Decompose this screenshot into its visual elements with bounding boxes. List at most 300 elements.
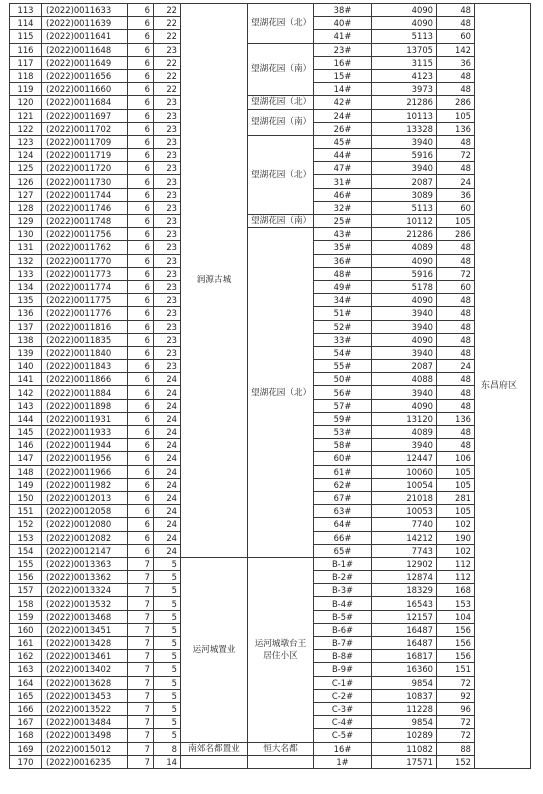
area-cell: 9854 [372, 676, 437, 689]
row-number-cell: 135 [10, 294, 42, 307]
area-cell: 3115 [372, 56, 437, 69]
units-cell: 102 [437, 544, 475, 557]
area-cell: 4088 [372, 373, 437, 386]
units-cell: 48 [437, 254, 475, 267]
area-cell: 21286 [372, 228, 437, 241]
row-number-cell: 156 [10, 571, 42, 584]
units-cell: 136 [437, 412, 475, 425]
batch-cell: 6 [128, 478, 154, 491]
sequence-cell: 5 [154, 571, 181, 584]
row-number-cell: 125 [10, 162, 42, 175]
row-number-cell: 147 [10, 452, 42, 465]
units-cell: 88 [437, 742, 475, 755]
developer-cell: 南郊名都置业 [181, 742, 248, 755]
building-cell: 56# [314, 386, 372, 399]
row-number-cell: 134 [10, 280, 42, 293]
certificate-cell: (2022)0011933 [42, 426, 128, 439]
units-cell: 48 [437, 386, 475, 399]
batch-cell: 6 [128, 254, 154, 267]
batch-cell: 6 [128, 69, 154, 82]
area-cell: 10289 [372, 729, 437, 742]
certificate-cell: (2022)0011684 [42, 96, 128, 109]
area-cell: 4090 [372, 254, 437, 267]
building-cell: 52# [314, 320, 372, 333]
sequence-cell: 5 [154, 584, 181, 597]
row-number-cell: 113 [10, 4, 42, 17]
certificate-cell: (2022)0013628 [42, 676, 128, 689]
sequence-cell: 8 [154, 742, 181, 755]
building-cell: 57# [314, 399, 372, 412]
batch-cell: 7 [128, 597, 154, 610]
row-number-cell: 159 [10, 610, 42, 623]
table-row [10, 96, 531, 109]
certificate-cell: (2022)0011775 [42, 294, 128, 307]
units-cell: 156 [437, 623, 475, 636]
area-cell: 4090 [372, 4, 437, 17]
units-cell: 48 [437, 307, 475, 320]
batch-cell: 6 [128, 333, 154, 346]
table-row [10, 228, 531, 241]
sequence-cell: 23 [154, 109, 181, 122]
row-number-cell: 151 [10, 505, 42, 518]
units-cell: 136 [437, 122, 475, 135]
certificate-cell: (2022)0011762 [42, 241, 128, 254]
row-number-cell: 158 [10, 597, 42, 610]
area-cell: 2087 [372, 175, 437, 188]
row-number-cell: 150 [10, 491, 42, 504]
row-number-cell: 129 [10, 215, 42, 228]
certificate-cell: (2022)0013451 [42, 623, 128, 636]
area-cell: 12447 [372, 452, 437, 465]
area-cell: 16487 [372, 637, 437, 650]
sequence-cell: 23 [154, 135, 181, 148]
area-cell: 4090 [372, 294, 437, 307]
certificate-cell: (2022)0013522 [42, 702, 128, 715]
row-number-cell: 170 [10, 755, 42, 768]
units-cell: 48 [437, 373, 475, 386]
building-cell: C-1# [314, 676, 372, 689]
units-cell: 142 [437, 43, 475, 56]
units-cell: 48 [437, 162, 475, 175]
certificate-cell: (2022)0011660 [42, 83, 128, 96]
area-cell: 11228 [372, 702, 437, 715]
row-number-cell: 130 [10, 228, 42, 241]
row-number-cell: 121 [10, 109, 42, 122]
building-cell: 32# [314, 201, 372, 214]
certificate-cell: (2022)0011843 [42, 360, 128, 373]
batch-cell: 7 [128, 610, 154, 623]
row-number-cell: 132 [10, 254, 42, 267]
batch-cell: 6 [128, 109, 154, 122]
certificate-cell: (2022)0011816 [42, 320, 128, 333]
units-cell: 152 [437, 755, 475, 768]
table-row [10, 755, 531, 768]
table-row [10, 557, 531, 570]
area-cell: 21286 [372, 96, 437, 109]
building-cell: B-8# [314, 650, 372, 663]
units-cell: 60 [437, 280, 475, 293]
sequence-cell: 5 [154, 729, 181, 742]
sequence-cell: 23 [154, 294, 181, 307]
area-cell: 9854 [372, 716, 437, 729]
certificate-cell: (2022)0016235 [42, 755, 128, 768]
row-number-cell: 119 [10, 83, 42, 96]
certificate-cell: (2022)0013363 [42, 557, 128, 570]
row-number-cell: 124 [10, 149, 42, 162]
units-cell: 112 [437, 571, 475, 584]
building-cell: 49# [314, 280, 372, 293]
units-cell: 92 [437, 689, 475, 702]
units-cell: 105 [437, 478, 475, 491]
certificate-cell: (2022)0011884 [42, 386, 128, 399]
table-row [10, 43, 531, 56]
batch-cell: 6 [128, 175, 154, 188]
area-cell: 16360 [372, 663, 437, 676]
certificate-cell: (2022)0011840 [42, 346, 128, 359]
project-cell: 望湖花园（南） [248, 109, 314, 135]
units-cell: 24 [437, 360, 475, 373]
building-cell: 41# [314, 30, 372, 43]
sequence-cell: 23 [154, 162, 181, 175]
batch-cell: 6 [128, 241, 154, 254]
project-cell: 恒大名都 [248, 742, 314, 755]
row-number-cell: 133 [10, 267, 42, 280]
row-number-cell: 140 [10, 360, 42, 373]
batch-cell: 7 [128, 729, 154, 742]
row-number-cell: 163 [10, 663, 42, 676]
batch-cell: 6 [128, 17, 154, 30]
sequence-cell: 5 [154, 623, 181, 636]
building-cell: 59# [314, 412, 372, 425]
area-cell: 17571 [372, 755, 437, 768]
row-number-cell: 136 [10, 307, 42, 320]
row-number-cell: 120 [10, 96, 42, 109]
area-cell: 3940 [372, 307, 437, 320]
area-cell: 4123 [372, 69, 437, 82]
batch-cell: 6 [128, 439, 154, 452]
units-cell: 105 [437, 215, 475, 228]
building-cell: 25# [314, 215, 372, 228]
batch-cell: 7 [128, 663, 154, 676]
building-cell: 23# [314, 43, 372, 56]
developer-cell: 运河城置业 [181, 557, 248, 742]
sequence-cell: 5 [154, 650, 181, 663]
units-cell: 281 [437, 491, 475, 504]
building-cell: C-3# [314, 702, 372, 715]
project-cell: 望湖花园（南） [248, 43, 314, 96]
sequence-cell: 23 [154, 96, 181, 109]
sequence-cell: 23 [154, 360, 181, 373]
area-cell: 4090 [372, 17, 437, 30]
building-cell: B-5# [314, 610, 372, 623]
area-cell: 14212 [372, 531, 437, 544]
project-cell: 望湖花园（北） [248, 228, 314, 558]
table-row [10, 742, 531, 755]
sequence-cell: 23 [154, 320, 181, 333]
units-cell: 112 [437, 557, 475, 570]
certificate-cell: (2022)0013484 [42, 716, 128, 729]
building-cell: 61# [314, 465, 372, 478]
units-cell: 48 [437, 241, 475, 254]
sequence-cell: 24 [154, 386, 181, 399]
sequence-cell: 24 [154, 373, 181, 386]
row-number-cell: 118 [10, 69, 42, 82]
certificate-cell: (2022)0011866 [42, 373, 128, 386]
certificate-cell: (2022)0011944 [42, 439, 128, 452]
area-cell: 5178 [372, 280, 437, 293]
batch-cell: 6 [128, 201, 154, 214]
area-cell: 3940 [372, 439, 437, 452]
batch-cell: 6 [128, 531, 154, 544]
area-cell: 16487 [372, 623, 437, 636]
property-table [9, 3, 531, 769]
batch-cell: 6 [128, 412, 154, 425]
units-cell: 153 [437, 597, 475, 610]
certificate-cell: (2022)0011776 [42, 307, 128, 320]
area-cell: 7743 [372, 544, 437, 557]
sequence-cell: 23 [154, 201, 181, 214]
building-cell: B-9# [314, 663, 372, 676]
project-cell: 望湖花园（北） [248, 135, 314, 214]
sequence-cell: 5 [154, 557, 181, 570]
batch-cell: 6 [128, 294, 154, 307]
area-cell: 4089 [372, 241, 437, 254]
building-cell: 46# [314, 188, 372, 201]
building-cell: C-4# [314, 716, 372, 729]
certificate-cell: (2022)0011720 [42, 162, 128, 175]
area-cell: 21018 [372, 491, 437, 504]
row-number-cell: 131 [10, 241, 42, 254]
row-number-cell: 117 [10, 56, 42, 69]
table-row [10, 215, 531, 228]
building-cell: 15# [314, 69, 372, 82]
units-cell: 72 [437, 729, 475, 742]
row-number-cell: 165 [10, 689, 42, 702]
table-sheet [9, 3, 531, 769]
batch-cell: 6 [128, 135, 154, 148]
sequence-cell: 22 [154, 69, 181, 82]
sequence-cell: 24 [154, 426, 181, 439]
row-number-cell: 123 [10, 135, 42, 148]
sequence-cell: 5 [154, 610, 181, 623]
sequence-cell: 5 [154, 689, 181, 702]
units-cell: 24 [437, 175, 475, 188]
sequence-cell: 23 [154, 215, 181, 228]
sequence-cell: 23 [154, 188, 181, 201]
row-number-cell: 169 [10, 742, 42, 755]
batch-cell: 6 [128, 307, 154, 320]
batch-cell: 6 [128, 452, 154, 465]
area-cell: 11082 [372, 742, 437, 755]
units-cell: 72 [437, 716, 475, 729]
certificate-cell: (2022)0011746 [42, 201, 128, 214]
building-cell: C-5# [314, 729, 372, 742]
row-number-cell: 142 [10, 386, 42, 399]
certificate-cell: (2022)0013498 [42, 729, 128, 742]
building-cell: 33# [314, 333, 372, 346]
sequence-cell: 24 [154, 478, 181, 491]
building-cell: 58# [314, 439, 372, 452]
building-cell: 42# [314, 96, 372, 109]
row-number-cell: 168 [10, 729, 42, 742]
row-number-cell: 152 [10, 518, 42, 531]
batch-cell: 6 [128, 83, 154, 96]
table-row [10, 109, 531, 122]
sequence-cell: 24 [154, 465, 181, 478]
units-cell: 48 [437, 439, 475, 452]
certificate-cell: (2022)0011656 [42, 69, 128, 82]
units-cell: 72 [437, 267, 475, 280]
row-number-cell: 162 [10, 650, 42, 663]
area-cell: 12902 [372, 557, 437, 570]
certificate-cell: (2022)0012013 [42, 491, 128, 504]
area-cell: 3940 [372, 162, 437, 175]
developer-cell [181, 755, 248, 768]
building-cell: 35# [314, 241, 372, 254]
sequence-cell: 24 [154, 531, 181, 544]
building-cell: 45# [314, 135, 372, 148]
building-cell: 36# [314, 254, 372, 267]
sequence-cell: 23 [154, 149, 181, 162]
batch-cell: 7 [128, 650, 154, 663]
building-cell: 51# [314, 307, 372, 320]
certificate-cell: (2022)0012080 [42, 518, 128, 531]
certificate-cell: (2022)0011770 [42, 254, 128, 267]
certificate-cell: (2022)0012058 [42, 505, 128, 518]
certificate-cell: (2022)0013362 [42, 571, 128, 584]
units-cell: 156 [437, 637, 475, 650]
area-cell: 16543 [372, 597, 437, 610]
row-number-cell: 167 [10, 716, 42, 729]
certificate-cell: (2022)0011748 [42, 215, 128, 228]
area-cell: 10837 [372, 689, 437, 702]
building-cell: 53# [314, 426, 372, 439]
batch-cell: 6 [128, 518, 154, 531]
units-cell: 286 [437, 96, 475, 109]
row-number-cell: 146 [10, 439, 42, 452]
project-cell: 望湖花园（南） [248, 215, 314, 228]
building-cell: 1# [314, 755, 372, 768]
area-cell: 4090 [372, 399, 437, 412]
certificate-cell: (2022)0015012 [42, 742, 128, 755]
batch-cell: 6 [128, 373, 154, 386]
sequence-cell: 23 [154, 267, 181, 280]
units-cell: 48 [437, 320, 475, 333]
sequence-cell: 23 [154, 175, 181, 188]
row-number-cell: 143 [10, 399, 42, 412]
certificate-cell: (2022)0011702 [42, 122, 128, 135]
units-cell: 36 [437, 56, 475, 69]
row-number-cell: 148 [10, 465, 42, 478]
building-cell: 48# [314, 267, 372, 280]
building-cell: 62# [314, 478, 372, 491]
building-cell: 67# [314, 491, 372, 504]
building-cell: 44# [314, 149, 372, 162]
row-number-cell: 126 [10, 175, 42, 188]
building-cell: 50# [314, 373, 372, 386]
certificate-cell: (2022)0011719 [42, 149, 128, 162]
area-cell: 4090 [372, 333, 437, 346]
units-cell: 36 [437, 188, 475, 201]
area-cell: 10060 [372, 465, 437, 478]
batch-cell: 7 [128, 702, 154, 715]
certificate-cell: (2022)0013532 [42, 597, 128, 610]
table-row [10, 135, 531, 148]
certificate-cell: (2022)0011966 [42, 465, 128, 478]
sequence-cell: 24 [154, 544, 181, 557]
project-cell: 望湖花园（北） [248, 96, 314, 109]
sequence-cell: 24 [154, 491, 181, 504]
certificate-cell: (2022)0011956 [42, 452, 128, 465]
units-cell: 96 [437, 702, 475, 715]
batch-cell: 6 [128, 96, 154, 109]
row-number-cell: 114 [10, 17, 42, 30]
certificate-cell: (2022)0011982 [42, 478, 128, 491]
building-cell: 31# [314, 175, 372, 188]
units-cell: 151 [437, 663, 475, 676]
batch-cell: 6 [128, 267, 154, 280]
sequence-cell: 5 [154, 676, 181, 689]
row-number-cell: 122 [10, 122, 42, 135]
area-cell: 13705 [372, 43, 437, 56]
certificate-cell: (2022)0012147 [42, 544, 128, 557]
sequence-cell: 24 [154, 439, 181, 452]
row-number-cell: 115 [10, 30, 42, 43]
row-number-cell: 141 [10, 373, 42, 386]
area-cell: 5916 [372, 267, 437, 280]
row-number-cell: 145 [10, 426, 42, 439]
sequence-cell: 24 [154, 412, 181, 425]
region-cell: 东昌府区 [475, 4, 531, 769]
certificate-cell: (2022)0013468 [42, 610, 128, 623]
area-cell: 5113 [372, 30, 437, 43]
units-cell: 48 [437, 17, 475, 30]
area-cell: 13328 [372, 122, 437, 135]
batch-cell: 6 [128, 56, 154, 69]
certificate-cell: (2022)0013324 [42, 584, 128, 597]
building-cell: 16# [314, 56, 372, 69]
sequence-cell: 24 [154, 452, 181, 465]
batch-cell: 6 [128, 346, 154, 359]
sequence-cell: 5 [154, 702, 181, 715]
certificate-cell: (2022)0011639 [42, 17, 128, 30]
units-cell: 60 [437, 201, 475, 214]
batch-cell: 6 [128, 280, 154, 293]
area-cell: 10113 [372, 109, 437, 122]
area-cell: 3940 [372, 346, 437, 359]
sequence-cell: 5 [154, 637, 181, 650]
area-cell: 3940 [372, 386, 437, 399]
sequence-cell: 24 [154, 505, 181, 518]
batch-cell: 6 [128, 465, 154, 478]
units-cell: 48 [437, 346, 475, 359]
sequence-cell: 5 [154, 597, 181, 610]
batch-cell: 7 [128, 637, 154, 650]
project-cell [248, 755, 314, 768]
batch-cell: 7 [128, 584, 154, 597]
table-body [10, 4, 531, 769]
row-number-cell: 139 [10, 346, 42, 359]
row-number-cell: 160 [10, 623, 42, 636]
row-number-cell: 166 [10, 702, 42, 715]
certificate-cell: (2022)0011730 [42, 175, 128, 188]
sequence-cell: 22 [154, 4, 181, 17]
units-cell: 168 [437, 584, 475, 597]
building-cell: 34# [314, 294, 372, 307]
batch-cell: 6 [128, 386, 154, 399]
certificate-cell: (2022)0011633 [42, 4, 128, 17]
building-cell: 66# [314, 531, 372, 544]
